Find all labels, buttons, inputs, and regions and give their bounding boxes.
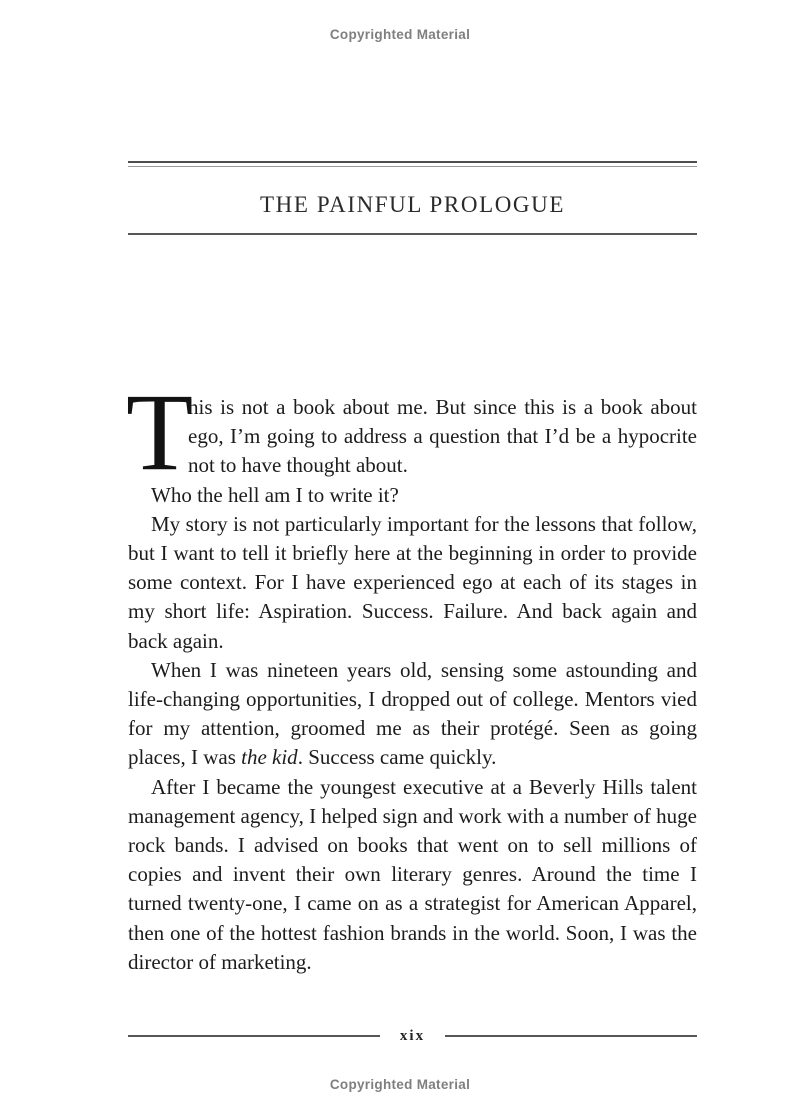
paragraph-4-text-before: When I was nineteen years old, sensing some astounding and life-changing opportunities, I dropped out of college. Mentors vied for my attention, groomed me as their protégé. Seen as going places, I was (128, 657, 697, 770)
page-footer (128, 1028, 697, 1044)
footer-rule-left (128, 1035, 380, 1037)
paragraph-5: After I became the youngest executive at a Beverly Hills talent management agency, I helped sign and work with a number of huge rock bands. I advised on books that went on to sell millions of copies and invent their own literary genres. Around the time I turned twenty-one, I came on as a strategist for American Apparel, then one of the hottest fashion brands in the world. Soon, I was the director of marketing. (128, 774, 697, 974)
chapter-title: THE PAINFUL PROLOGUE (259, 192, 566, 217)
title-rule-top (128, 161, 697, 167)
paragraph-4-text-after: . Success came quickly. (297, 745, 497, 770)
paragraph-1 (126, 371, 697, 493)
copyright-notice-top: Copyrighted Material (329, 27, 471, 42)
paragraph-3: My story is not particularly important for the lessons that follow, but I want to tell it briefly here at the beginning in order to provide some context. For I have experienced ego at each of its stages in my short life: Aspiration. Success. Failure. And back again and back again. (128, 511, 697, 653)
paragraph-4 (128, 656, 697, 773)
paragraph-2: Who the hell am I to write it? (151, 482, 399, 507)
body-text (126, 371, 697, 977)
title-rule-bottom (128, 233, 697, 235)
page-number: xix (399, 1028, 426, 1044)
footer-rule-right (445, 1035, 697, 1037)
drop-cap: T (126, 371, 194, 493)
paragraph-1-text: his is not a book about me. But since this is a book about ego, I’m going to address a question that I’d be a hypocrite not to have thought about. (188, 395, 697, 478)
paragraph-4-italic-phrase: the kid (241, 745, 298, 770)
copyright-notice-bottom: Copyrighted Material (329, 1077, 471, 1092)
